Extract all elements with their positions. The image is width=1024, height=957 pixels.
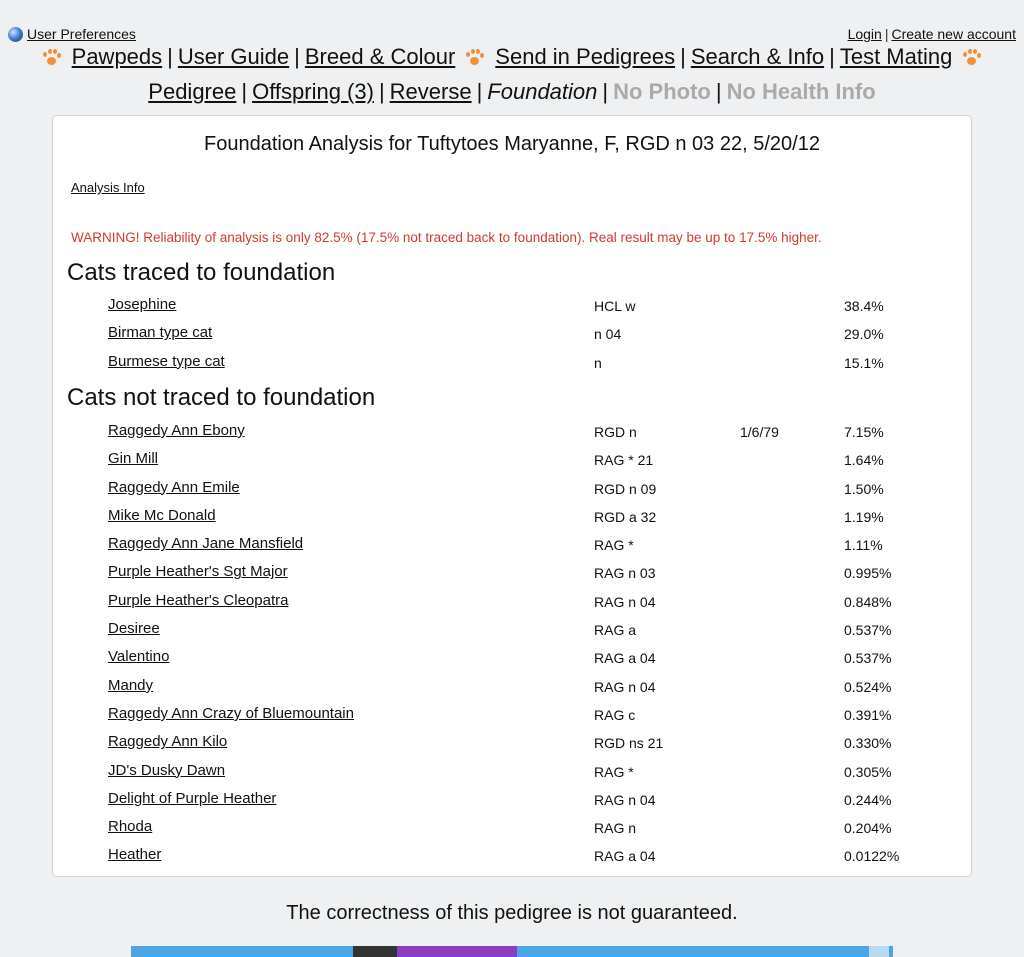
nav-offspring[interactable]: Offspring (3) (252, 79, 374, 104)
registration-code: RAG a 04 (594, 848, 656, 865)
registration-code: RGD n 09 (594, 480, 657, 497)
foundation-percentage: 0.524% (844, 678, 892, 695)
ad-graphic (397, 946, 517, 957)
registration-code: RAG n (594, 820, 637, 837)
table-row (108, 563, 971, 591)
registration-code: RGD a 32 (594, 508, 657, 525)
foundation-percentage: 0.537% (844, 650, 892, 667)
foundation-percentage: 1.50% (844, 480, 884, 497)
top-bar (8, 26, 1016, 44)
cat-name-link[interactable]: Raggedy Ann Emile (108, 478, 240, 496)
table-row (108, 790, 971, 818)
foundation-percentage: 0.244% (844, 791, 892, 808)
registration-code: RAG n 04 (594, 791, 656, 808)
nav-no-photo: No Photo (613, 79, 711, 104)
separator: | (476, 79, 483, 104)
nav-test-mating[interactable]: Test Mating (839, 44, 953, 69)
nav-reverse[interactable]: Reverse (389, 79, 472, 104)
foundation-analysis-panel (52, 115, 972, 877)
foundation-percentage: 0.537% (844, 622, 892, 639)
analysis-info-link[interactable]: Analysis Info (71, 180, 145, 195)
ad-choices-icon[interactable] (869, 946, 889, 957)
table-row (108, 296, 971, 324)
globe-icon (8, 27, 23, 42)
foundation-percentage: 0.848% (844, 593, 892, 610)
table-row (108, 507, 971, 535)
registration-code: RAG n 04 (594, 678, 656, 695)
cat-name-link[interactable]: Purple Heather's Cleopatra (108, 591, 289, 609)
nav-send-pedigrees[interactable]: Send in Pedigrees (495, 44, 676, 69)
cat-name-link[interactable]: Rhoda (108, 818, 153, 836)
foundation-percentage: 38.4% (844, 298, 884, 314)
registration-code: RAG * (594, 537, 634, 554)
table-row (108, 324, 971, 352)
cat-name-link[interactable]: Valentino (108, 648, 170, 666)
user-preferences-link[interactable]: User Preferences (27, 26, 136, 42)
paw-icon (962, 49, 982, 67)
table-row (108, 535, 971, 563)
table-row (108, 762, 971, 790)
traced-heading: Cats traced to foundation (67, 259, 336, 286)
table-row (108, 677, 971, 705)
foundation-percentage: 7.15% (844, 424, 884, 440)
not-traced-heading: Cats not traced to foundation (67, 384, 376, 411)
registration-code: RGD ns 21 (594, 735, 664, 752)
separator: | (167, 44, 173, 69)
paw-icon (42, 49, 62, 67)
pedigree-nav (0, 79, 1024, 105)
registration-code: RAG n 04 (594, 593, 656, 610)
table-row (108, 422, 971, 450)
nav-no-health-info: No Health Info (726, 79, 876, 104)
table-row (108, 450, 971, 478)
foundation-percentage: 0.330% (844, 735, 892, 752)
cat-name-link[interactable]: Birman type cat (108, 324, 213, 342)
foundation-percentage: 0.305% (844, 763, 892, 780)
nav-pedigree[interactable]: Pedigree (148, 79, 237, 104)
cat-name-link[interactable]: Delight of Purple Heather (108, 789, 277, 807)
registration-code: HCL w (594, 298, 636, 314)
cat-name-link[interactable]: Mandy (108, 676, 154, 694)
reliability-warning: WARNING! Reliability of analysis is only 82.5% (17.5% not traced back to foundation). Real result may be up to 17.5% higher. (71, 230, 822, 245)
login-link[interactable]: Login (847, 26, 882, 42)
separator: | (241, 79, 248, 104)
registration-code: RGD n (594, 424, 637, 440)
foundation-percentage: 1.64% (844, 452, 884, 469)
page-title: Foundation Analysis for Tuftytoes Maryanne, F, RGD n 03 22, 5/20/12 (204, 133, 820, 155)
separator: | (378, 79, 385, 104)
cat-name-link[interactable]: Raggedy Ann Ebony (108, 422, 245, 439)
foundation-percentage: 1.11% (844, 537, 883, 554)
registration-code: RAG * (594, 763, 634, 780)
table-row (108, 353, 971, 381)
cat-name-link[interactable]: Desiree (108, 620, 160, 638)
traced-list (108, 296, 971, 381)
preferences-link-group (8, 26, 136, 42)
registration-code: RAG a 04 (594, 650, 656, 667)
create-account-link[interactable]: Create new account (891, 26, 1016, 42)
table-row (108, 648, 971, 676)
nav-search-info[interactable]: Search & Info (690, 44, 825, 69)
separator: | (602, 79, 609, 104)
cat-name-link[interactable]: Purple Heather's Sgt Major (108, 563, 288, 581)
paw-icon (465, 49, 485, 67)
table-row (108, 592, 971, 620)
registration-code: RAG a (594, 622, 637, 639)
account-links (848, 26, 1016, 42)
table-row (108, 733, 971, 761)
nav-foundation-current: Foundation (487, 79, 598, 104)
table-row (108, 846, 971, 874)
disclaimer: The correctness of this pedigree is not guaranteed. (286, 902, 738, 924)
separator: | (884, 26, 889, 42)
foundation-percentage: 0.204% (844, 820, 892, 837)
advertisement-banner[interactable] (131, 946, 893, 957)
separator: | (829, 44, 835, 69)
table-row (108, 818, 971, 846)
foundation-percentage: 0.391% (844, 706, 892, 723)
cat-name-link[interactable]: Mike Mc Donald (108, 506, 216, 524)
registration-code: RAG * 21 (594, 452, 654, 469)
cat-name-link[interactable]: Raggedy Ann Kilo (108, 733, 228, 751)
foundation-percentage: 1.19% (844, 508, 884, 525)
cat-name-link[interactable]: Gin Mill (108, 450, 159, 468)
registration-code: RAG n 03 (594, 565, 656, 582)
nav-user-guide[interactable]: User Guide (177, 44, 290, 69)
separator: | (715, 79, 722, 104)
cat-name-link[interactable]: Raggedy Ann Crazy of Bluemountain (108, 704, 354, 722)
foundation-percentage: 29.0% (844, 326, 884, 343)
registration-code: RAG c (594, 706, 636, 723)
cat-name-link[interactable]: Burmese type cat (108, 352, 225, 370)
cat-name-link[interactable]: Raggedy Ann Jane Mansfield (108, 535, 304, 553)
birth-date: 1/6/79 (740, 424, 779, 440)
table-row (108, 620, 971, 648)
foundation-percentage: 0.995% (844, 565, 892, 582)
nav-breed-colour[interactable]: Breed & Colour (304, 44, 456, 69)
foundation-percentage: 0.0122% (844, 848, 900, 865)
cat-name-link[interactable]: Josephine (108, 296, 177, 313)
nav-pawpeds[interactable]: Pawpeds (71, 44, 163, 69)
separator: | (680, 44, 686, 69)
not-traced-list (108, 422, 971, 875)
separator: | (294, 44, 300, 69)
cat-name-link[interactable]: JD's Dusky Dawn (108, 761, 226, 779)
cat-name-link[interactable]: Heather (108, 846, 162, 864)
table-row (108, 705, 971, 733)
foundation-percentage: 15.1% (844, 354, 884, 371)
registration-code: n (594, 354, 602, 371)
table-row (108, 479, 971, 507)
main-nav (0, 44, 1024, 70)
registration-code: n 04 (594, 326, 622, 343)
ad-image (353, 946, 397, 957)
